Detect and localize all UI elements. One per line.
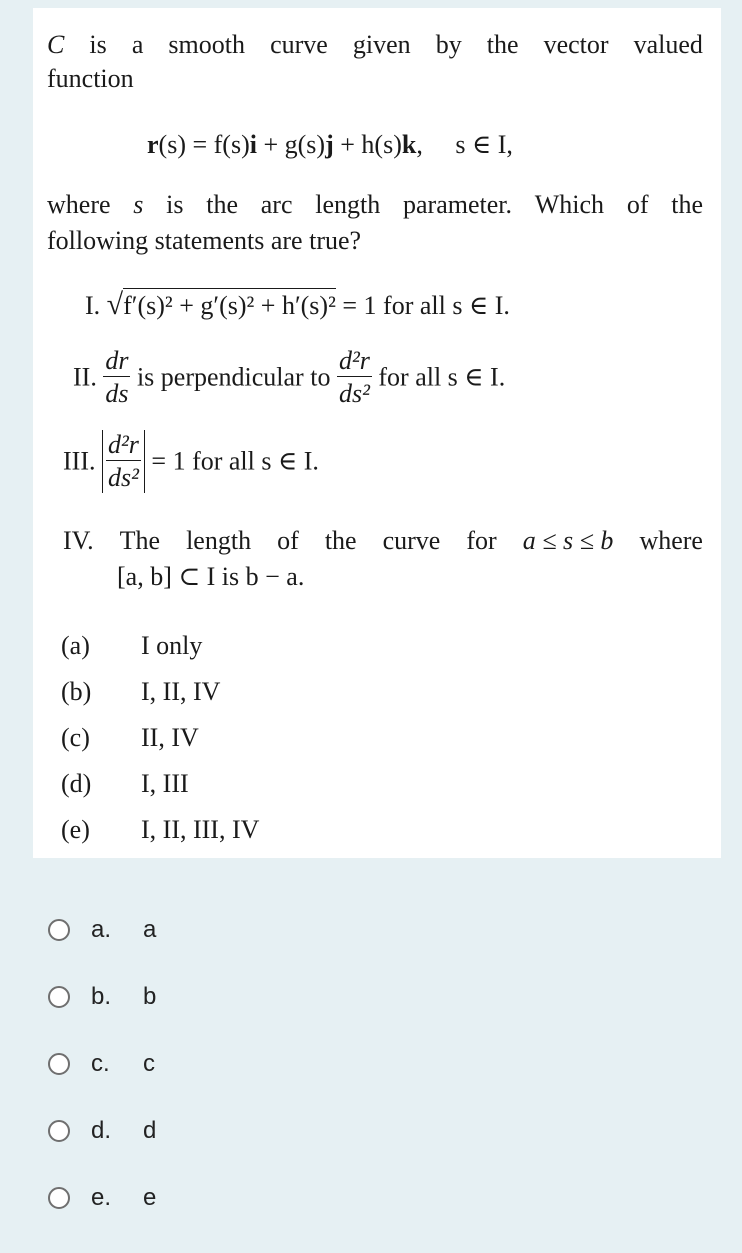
answer-letter: a. (91, 915, 112, 943)
choice-letter: (e) (61, 815, 90, 844)
intro-word: valued (633, 30, 703, 59)
where-word: the (206, 190, 238, 219)
answer-letter: d. (91, 1116, 112, 1144)
fraction-numerator: d²r (107, 430, 139, 459)
choice-text: I, II, III, IV (141, 815, 260, 844)
intro-word: is (89, 30, 107, 59)
intro-word: given (352, 30, 411, 59)
formula-part: + h(s) (333, 130, 402, 159)
question-where-line-1 (47, 188, 703, 222)
radio-button[interactable] (48, 1053, 70, 1075)
answer-option-c[interactable] (48, 1030, 155, 1097)
answer-option-a[interactable] (48, 896, 157, 963)
statement-1-radicand: f′(s)² + g′(s)² + h′(s)² (123, 288, 336, 320)
statement-2-label: II. (73, 362, 97, 392)
statement-4-line-1 (63, 524, 703, 558)
where-word: length (315, 190, 381, 219)
statement-4-word: the (324, 526, 357, 555)
statement-4-word: where (639, 526, 703, 555)
vector-function-formula (147, 128, 513, 162)
fraction-denominator: ds² (337, 376, 372, 407)
radio-button[interactable] (48, 986, 70, 1008)
where-word: where (47, 190, 111, 219)
answer-letter: b. (91, 982, 112, 1010)
question-intro-line-1 (47, 28, 703, 62)
fraction-denominator: ds² (106, 460, 141, 491)
statement-4-word: The (119, 526, 161, 555)
answer-letter: c. (91, 1049, 110, 1077)
where-word: Which (534, 190, 605, 219)
choice-text: II, IV (141, 723, 199, 752)
radio-button[interactable] (48, 1120, 70, 1142)
statement-1 (85, 288, 510, 323)
statement-4-label: IV. (63, 526, 94, 555)
intro-word: smooth (168, 30, 245, 59)
formula-part: , s ∈ I, (416, 130, 513, 159)
answer-text[interactable]: d (143, 1116, 157, 1144)
statement-2-tail: for all s ∈ I. (378, 362, 506, 392)
answer-text[interactable]: a (143, 915, 157, 943)
formula-j: j (325, 130, 334, 159)
formula-k: k (401, 130, 417, 159)
where-word: parameter. (403, 190, 512, 219)
formula-part: (s) = f(s) (158, 130, 250, 159)
statement-4-word: for (466, 526, 497, 555)
question-intro-line-2: function (47, 64, 134, 93)
where-word: s (133, 190, 144, 219)
fraction-numerator: dr (105, 346, 129, 375)
statement-1-tail: = 1 for all s ∈ I. (342, 291, 510, 320)
choice-text: I, II, IV (141, 677, 221, 706)
answer-radio-group (48, 896, 157, 1231)
answer-option-e[interactable] (48, 1164, 157, 1231)
where-word: of (626, 190, 649, 219)
answer-option-b[interactable] (48, 963, 157, 1030)
fraction-d2r-ds2 (337, 348, 372, 407)
intro-word: by (435, 30, 462, 59)
statement-1-label: I. (85, 291, 101, 320)
choice-letter: (d) (61, 769, 92, 798)
answer-letter: e. (91, 1183, 112, 1211)
statement-3 (63, 430, 319, 493)
radio-button[interactable] (48, 919, 70, 941)
where-word: is (166, 190, 184, 219)
where-word: the (671, 190, 703, 219)
statement-4-word: a ≤ s ≤ b (522, 526, 614, 555)
choice-text: I only (141, 631, 203, 660)
fraction-d2r-ds2 (106, 432, 141, 491)
fraction-numerator: d²r (338, 346, 370, 375)
answer-option-d[interactable] (48, 1097, 157, 1164)
choice-letter: (a) (61, 631, 90, 660)
statement-3-label: III. (63, 446, 96, 476)
answer-text[interactable]: c (143, 1049, 155, 1077)
statement-4-word: curve (382, 526, 441, 555)
answer-text[interactable]: b (143, 982, 157, 1010)
choice-letter: (b) (61, 677, 92, 706)
statement-2 (73, 348, 505, 407)
question-where-line-2: following statements are true? (47, 226, 362, 255)
intro-word: curve (270, 30, 328, 59)
question-card (33, 8, 721, 858)
formula-part: + g(s) (256, 130, 326, 159)
intro-word: a (131, 30, 144, 59)
sqrt-icon: √ (106, 288, 124, 321)
statement-4-word: length (186, 526, 252, 555)
radio-button[interactable] (48, 1187, 70, 1209)
intro-word: C (47, 30, 65, 59)
choice-text: I, III (141, 769, 189, 798)
fraction-dr-ds (103, 348, 130, 407)
statement-4-word: of (277, 526, 299, 555)
intro-word: vector (543, 30, 609, 59)
fraction-denominator: ds (103, 376, 130, 407)
statement-4-line-2: [a, b] ⊂ I is b − a. (117, 562, 305, 591)
statement-3-tail: = 1 for all s ∈ I. (151, 446, 319, 476)
answer-text[interactable]: e (143, 1183, 157, 1211)
absolute-value (102, 430, 145, 493)
formula-r: r (147, 130, 159, 159)
intro-word: the (486, 30, 519, 59)
where-word: arc (260, 190, 293, 219)
formula-i: i (249, 130, 257, 159)
statement-2-middle: is perpendicular to (136, 362, 331, 392)
choice-letter: (c) (61, 723, 90, 752)
